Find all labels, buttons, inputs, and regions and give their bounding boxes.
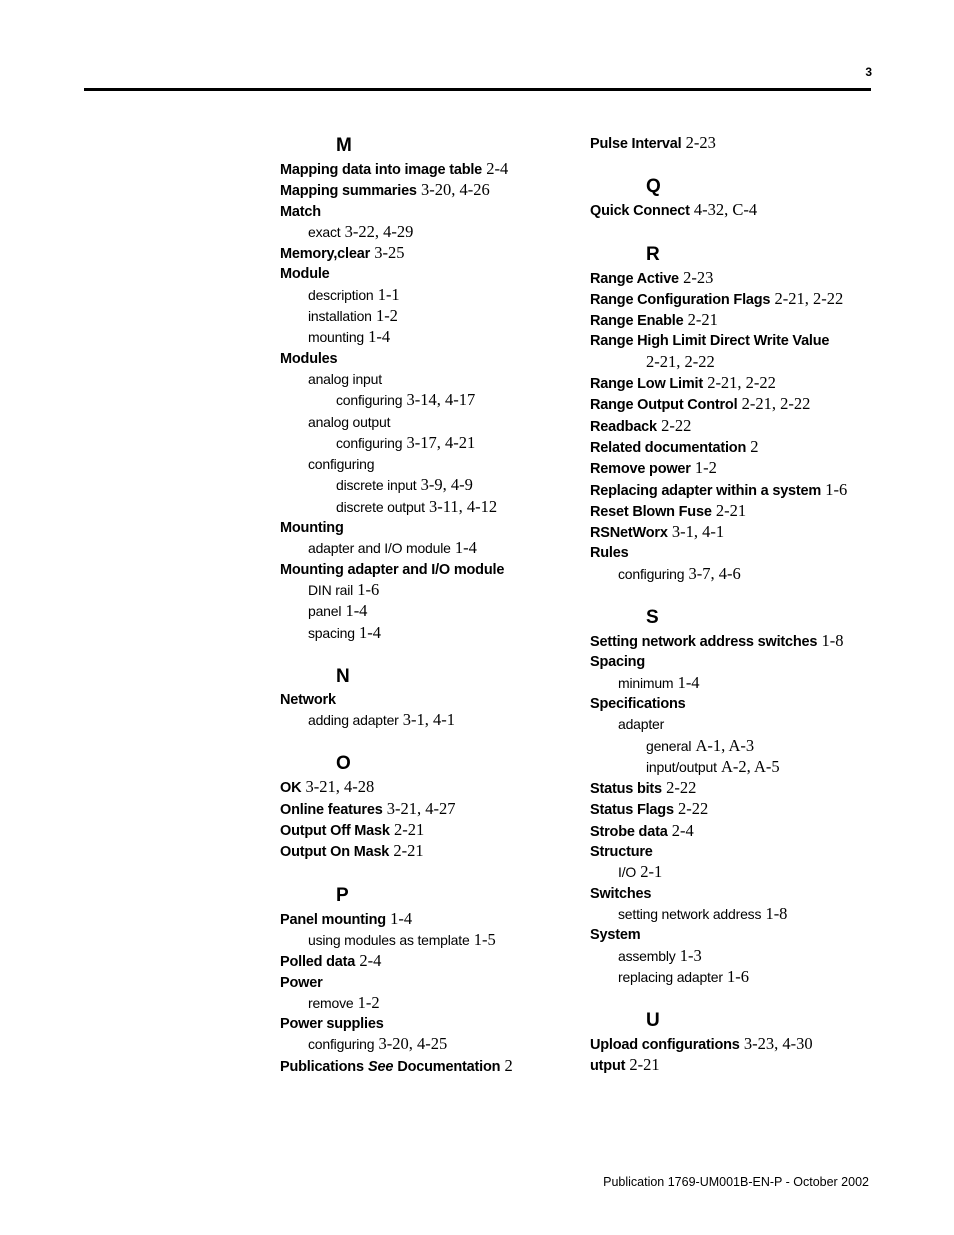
index-subentry <box>280 623 570 644</box>
index-entry <box>280 690 570 710</box>
page-reference: 1-6 <box>825 479 848 499</box>
page-reference: A-2, A-5 <box>720 756 780 776</box>
entry-term: Publications <box>280 1058 364 1075</box>
entry-term: Specifications <box>590 695 686 712</box>
section-letter: N <box>336 665 350 687</box>
page-reference: 3-9, 4-9 <box>420 475 473 495</box>
publication-footer: Publication 1769-UM001B-EN-P - October 2002 <box>603 1175 869 1189</box>
page-reference: 1-8 <box>765 903 788 923</box>
entry-term: analog output <box>308 413 391 430</box>
index-entry <box>280 909 570 930</box>
index-subentry <box>590 352 890 373</box>
page-reference: 3-17, 4-21 <box>406 432 476 452</box>
entry-term: Status Flags <box>590 802 674 819</box>
entry-term: Mapping summaries <box>280 183 417 200</box>
entry-term: Readback <box>590 418 657 435</box>
entry-term: setting network address <box>618 905 762 922</box>
page-reference: 3-20, 4-25 <box>378 1034 448 1054</box>
page-reference: A-1, A-3 <box>695 735 755 755</box>
page-reference: 1-2 <box>375 306 398 326</box>
entry-term: Range Low Limit <box>590 376 704 393</box>
index-section <box>280 751 570 862</box>
index-subentry <box>590 736 890 757</box>
index-entry <box>280 799 570 820</box>
page-reference: 3-25 <box>374 243 405 263</box>
entry-term: general <box>646 737 692 754</box>
entry-term: input/output <box>646 758 717 775</box>
index-subentry <box>280 412 570 433</box>
index-subentry <box>280 285 570 306</box>
section-letter: P <box>336 884 349 906</box>
index-subentry <box>280 433 570 454</box>
index-section <box>590 174 890 221</box>
entry-term: description <box>308 286 374 303</box>
see-reference: See <box>367 1058 394 1075</box>
index-entry <box>590 480 890 501</box>
entry-term: System <box>590 927 641 944</box>
entry-term: Output Off Mask <box>280 823 390 840</box>
page-reference: 1-8 <box>821 631 844 651</box>
index-subentry <box>590 946 890 967</box>
entry-term: Match <box>280 203 321 220</box>
page-reference: 2-4 <box>671 820 694 840</box>
section-letter: U <box>646 1010 660 1032</box>
index-subentry <box>280 369 570 390</box>
entry-term: installation <box>308 308 372 325</box>
entry-term: configuring <box>618 565 685 582</box>
index-entry <box>590 289 890 310</box>
index-subentry <box>590 673 890 694</box>
entry-term: utput <box>590 1058 626 1075</box>
header-rule <box>84 88 871 91</box>
entry-term: OK <box>280 780 302 797</box>
page-reference: 3-14, 4-17 <box>406 390 476 410</box>
page-reference: 4-32, C-4 <box>693 200 758 220</box>
index-entry <box>590 268 890 289</box>
index-entry <box>590 133 890 154</box>
page-reference: 2-21, 2-22 <box>774 288 844 308</box>
index-entry <box>590 694 890 714</box>
index-entry <box>590 522 890 543</box>
entry-term: mounting <box>308 329 364 346</box>
page-reference: 2-23 <box>683 267 714 287</box>
entry-term: Pulse Interval <box>590 136 682 152</box>
page-reference: 2-21, 2-22 <box>707 373 776 393</box>
index-subentry <box>280 601 570 622</box>
entry-term: adding adapter <box>308 712 399 729</box>
index-entry <box>280 973 570 993</box>
entry-term: Strobe data <box>590 823 668 840</box>
page-reference: 1-5 <box>473 929 496 949</box>
index-entry <box>590 842 890 862</box>
index-entry <box>590 799 890 820</box>
page-reference: 3-7, 4-6 <box>688 563 741 583</box>
entry-term: Range Configuration Flags <box>590 291 771 308</box>
section-letter: O <box>336 753 351 775</box>
entry-term: RSNetWorx <box>590 525 668 542</box>
entry-term: Structure <box>590 844 653 861</box>
page-reference: 2-1 <box>640 862 663 882</box>
page-reference: 2 <box>750 436 759 456</box>
index-subentry <box>590 757 890 778</box>
index-entry <box>590 310 890 331</box>
index-entry <box>280 202 570 222</box>
see-target: Documentation <box>397 1058 501 1075</box>
index-entry <box>280 560 570 580</box>
index-subentry <box>590 714 890 735</box>
entry-term: Memory,clear <box>280 246 371 263</box>
index-entry <box>280 1056 570 1077</box>
entry-term: Quick Connect <box>590 203 690 220</box>
index-section <box>590 605 890 988</box>
page-reference: 2-22 <box>661 415 692 435</box>
entry-term: adapter and I/O module <box>308 540 451 557</box>
page-reference: 2-21 <box>687 310 718 330</box>
entry-term: analog input <box>308 370 382 387</box>
entry-term: Power supplies <box>280 1016 384 1033</box>
section-letter: R <box>646 243 660 265</box>
entry-term: configuring <box>308 1036 375 1053</box>
index-entry <box>590 437 890 458</box>
page-reference: 1-4 <box>345 601 368 621</box>
entry-term: Mounting adapter and I/O module <box>280 561 505 578</box>
entry-term: Range Enable <box>590 313 684 330</box>
entry-term: Mapping data into image table <box>280 162 483 178</box>
page-reference: 1-4 <box>390 908 413 928</box>
index-entry <box>280 820 570 841</box>
index-section <box>280 133 570 644</box>
entry-term: Status bits <box>590 781 662 798</box>
index-entry <box>590 458 890 479</box>
index-subentry <box>280 327 570 348</box>
page-reference: 3-1, 4-1 <box>402 710 456 730</box>
page-reference: 2-22 <box>666 778 697 798</box>
page-reference: 1-4 <box>454 538 477 558</box>
index-column-right <box>590 133 890 1097</box>
entry-term: Remove power <box>590 461 691 478</box>
index-section <box>590 133 890 154</box>
index-subentry <box>280 710 570 731</box>
index-subentry <box>280 580 570 601</box>
entry-term: Replacing adapter within a system <box>590 482 822 499</box>
entry-term: Power <box>280 974 323 991</box>
index-entry <box>280 841 570 862</box>
entry-term: discrete input <box>336 477 417 494</box>
index-entry <box>280 243 570 264</box>
index-entry <box>590 543 890 563</box>
entry-term: Spacing <box>590 654 645 671</box>
entry-term: configuring <box>336 392 403 409</box>
entry-term: remove <box>308 994 354 1011</box>
section-letter: M <box>336 135 352 156</box>
entry-term: adapter <box>618 716 665 733</box>
page-reference: 1-3 <box>679 945 702 965</box>
entry-term: DIN rail <box>308 581 354 598</box>
page-reference: 1-4 <box>359 622 382 642</box>
entry-term: Range Output Control <box>590 397 738 414</box>
page-reference: 3-21, 4-27 <box>386 798 456 818</box>
entry-term: Switches <box>590 885 652 902</box>
index-entry <box>590 1034 890 1055</box>
index-subentry <box>280 993 570 1014</box>
index-entry <box>590 925 890 945</box>
entry-term: Polled data <box>280 954 356 971</box>
entry-term: discrete output <box>336 498 425 515</box>
index-subentry <box>590 967 890 988</box>
page-reference: 2-21 <box>393 820 425 840</box>
index-entry <box>590 373 890 394</box>
index-subentry <box>280 497 570 518</box>
entry-term: Output On Mask <box>280 844 390 861</box>
index-entry <box>590 200 890 221</box>
entry-term: Upload configurations <box>590 1037 740 1054</box>
entry-term: Setting network address switches <box>590 634 818 651</box>
page-reference: 3-22, 4-29 <box>344 221 414 241</box>
page-reference: 2-23 <box>685 133 716 152</box>
entry-term: Mounting <box>280 520 344 537</box>
index-subentry <box>590 862 890 883</box>
index-entry <box>280 1014 570 1034</box>
index-subentry <box>280 538 570 559</box>
page-reference: 2-4 <box>359 951 382 971</box>
entry-term: exact <box>308 223 341 240</box>
index-section <box>590 1008 890 1077</box>
page-reference: 3-21, 4-28 <box>305 777 375 797</box>
index-entry <box>590 631 890 652</box>
index-subentry <box>280 306 570 327</box>
entry-term: I/O <box>618 864 637 881</box>
index-column-left <box>280 133 570 1097</box>
index-subentry <box>280 475 570 496</box>
page-reference: 3-23, 4-30 <box>743 1034 813 1054</box>
index-entry <box>590 884 890 904</box>
entry-term: assembly <box>618 947 676 964</box>
entry-term: replacing adapter <box>618 968 723 985</box>
index-section <box>590 242 890 585</box>
page-reference: 2-4 <box>486 159 509 178</box>
page-reference: 2 <box>504 1055 513 1075</box>
index-entry <box>590 652 890 672</box>
page-reference: 1-1 <box>377 284 400 304</box>
page-reference: 3-1, 4-1 <box>671 522 725 542</box>
index-section <box>280 883 570 1077</box>
page-reference: 1-2 <box>694 458 717 478</box>
section-letter: S <box>646 607 659 629</box>
entry-term: Modules <box>280 350 338 367</box>
section-letter: Q <box>646 176 661 198</box>
index-entry <box>590 501 890 522</box>
page-reference: 2-22 <box>678 799 709 819</box>
index-entry <box>280 349 570 369</box>
index-entry <box>590 416 890 437</box>
page-reference: 1-6 <box>357 579 380 599</box>
page-reference: 2-21 <box>629 1055 660 1075</box>
page-reference: 2-21, 2-22 <box>646 351 715 371</box>
entry-term: configuring <box>336 434 403 451</box>
index-entry <box>280 159 570 180</box>
entry-term: Related documentation <box>590 439 747 456</box>
entry-term: Rules <box>590 545 629 562</box>
index-subentry <box>590 904 890 925</box>
entry-term: Range Active <box>590 270 679 287</box>
entry-term: Range High Limit Direct Write Value <box>590 333 830 350</box>
index-entry <box>590 331 890 351</box>
entry-term: spacing <box>308 624 355 641</box>
entry-term: minimum <box>618 674 674 691</box>
index-subentry <box>280 1034 570 1055</box>
index-entry <box>280 951 570 972</box>
index-subentry <box>280 454 570 475</box>
index-subentry <box>590 564 890 585</box>
page-reference: 2-21 <box>715 500 747 520</box>
page-reference: 1-2 <box>357 992 380 1012</box>
index-entry <box>590 1055 890 1076</box>
index-entry <box>590 821 890 842</box>
entry-term: Online features <box>280 801 383 818</box>
index-entry <box>280 518 570 538</box>
page-reference: 3-11, 4-12 <box>429 496 498 516</box>
entry-term: configuring <box>308 456 375 473</box>
index-entry <box>280 264 570 284</box>
entry-term: panel <box>308 603 342 620</box>
entry-term: using modules as template <box>308 931 470 948</box>
entry-term: Panel mounting <box>280 911 386 928</box>
page-number: 3 <box>865 65 872 79</box>
page-reference: 1-4 <box>677 672 700 692</box>
entry-term: Reset Blown Fuse <box>590 503 712 520</box>
entry-term: Module <box>280 266 330 283</box>
index-subentry <box>280 390 570 411</box>
page-reference: 2-21, 2-22 <box>741 394 811 414</box>
page-reference: 3-20, 4-26 <box>420 180 490 200</box>
index-section <box>280 664 570 732</box>
index-entry <box>280 180 570 201</box>
page-reference: 1-6 <box>726 966 749 986</box>
index-entry <box>590 778 890 799</box>
index-entry <box>280 777 570 798</box>
page-reference: 1-4 <box>368 327 391 347</box>
entry-term: Network <box>280 691 336 708</box>
index-subentry <box>280 222 570 243</box>
index-subentry <box>280 930 570 951</box>
index-entry <box>590 394 890 415</box>
page-reference: 2-21 <box>393 841 424 861</box>
